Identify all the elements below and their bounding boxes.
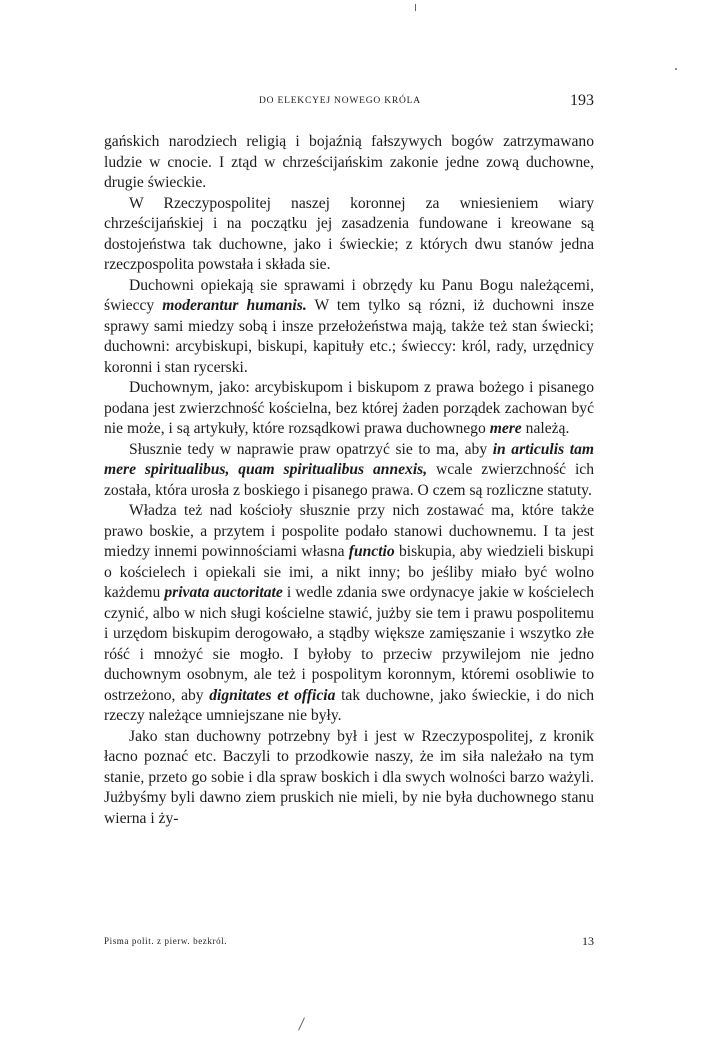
paragraph-text: Słusznie tedy w naprawie praw opatrzyć sie to ma, aby (129, 440, 488, 458)
latin-phrase: in articulis tam mere spiritualibus, quam spiritualibus annexis, (104, 440, 595, 478)
paragraph-text: tak duchowne, jako świeckie, i do nich rzeczy należące umniejszane nie były. (104, 686, 594, 724)
latin-phrase: moderantur humanis. (162, 297, 307, 314)
latin-phrase: dignitates et officia (209, 686, 336, 704)
printer-signature: Pisma polit. z pierw. bezkról. (104, 936, 228, 946)
paragraph (104, 440, 594, 502)
latin-phrase: mere (489, 420, 522, 437)
paragraph-text: gańskich narodziech religią i bojaźnią fałszywych bogów zatrzymawano ludzie w cnocie. I ztąd w chrześcijańskim zakonie jedne zową duchowne, drugie świeckie. (104, 133, 594, 191)
latin-phrase: functio (348, 543, 395, 560)
paragraph-text: Duchowni opiekają sie sprawami i obrzędy ku Panu Bogu należącemi, świeccy (104, 276, 594, 314)
paragraph-text: Jako stan duchowny potrzebny był i jest w Rzeczypospolitej, z kronik łacno poznać etc. Baczyli to przodkowie naszy, że im siła należało na tym stanie, przeto go sobie i dla spraw boskich i dla swych wolności barzo ważyli. Jużbyśmy byli dawno ziem pruskich nie mieli, by nie była duchownego stanu wierna i ży- (104, 727, 594, 827)
running-head: DO ELEKCYEJ NOWEGO KRÓLA (259, 96, 421, 106)
paragraph-text: W tem tylko są rózni, iż duchowni insze sprawy sami miedzy sobą i insze przełożeństwa mają, także też stan świecki; duchowni: arcybiskupi, biskupi, kapituły etc.; świeccy: król, rady, urzędnicy koronni i stan rycerski. (104, 297, 594, 376)
paragraph-text: W Rzeczypospolitej naszej koronnej za wniesieniem wiary chrześcijańskiej i na początku jej zasadzenia fundowane i kreowane są dostojeństwa tak duchowne, jako i świeckie; z których dwu stanów jedna rzeczpospolita powstała i składa sie. (104, 194, 594, 273)
paragraph (104, 276, 594, 379)
paragraph (104, 194, 594, 276)
paragraph-text: wcale zwierzchność ich została, która urosła z boskiego i pisanego prawa. O czem są rozliczne statuty. (104, 461, 595, 499)
paragraph (104, 727, 594, 830)
scan-mark-top (415, 4, 416, 11)
paragraph (104, 501, 594, 727)
paragraph-text: i wedle zdania swe ordynacye jakie w kościelech czynić, albo w nich sługi kościelne stawić, jużby sie tem i prawu pospolitemu i urzędom biskupim derogowało, a stądby większe zamięszanie i wszytko złe róść i mnożyć sie mogło. I byłoby to przeciw przywilejom nie jedno duchownym osobnym, ale też i pospolitym koronnym, któremi osobliwie to ostrzeżono, aby (104, 584, 595, 704)
page-number: 193 (570, 92, 594, 109)
paragraph-text: biskupia, aby wiedzieli biskupi o kościelech i opiekali sie imi, a nikt inny; bo jeśliby miało być wolno każdemu (104, 543, 594, 601)
paragraph-continued (104, 132, 594, 194)
signature-number: 13 (582, 934, 594, 948)
paragraph-text: należą. (525, 420, 570, 437)
scan-mark-dot (675, 68, 677, 70)
body-text (104, 132, 594, 829)
page-header (104, 92, 594, 114)
paragraph-text: Duchownym, jako: arcybiskupom i biskupom z prawa bożego i pisanego podana jest zwierzchność kościelna, bez której żaden porządek zachowan być nie może, i są artykuły, które rozsądkowi prawa duchownego (104, 379, 594, 437)
page-footer (104, 934, 594, 950)
latin-phrase: privata auctoritate (164, 584, 283, 601)
paragraph (104, 378, 594, 440)
scan-mark-bottom (298, 1017, 305, 1030)
paragraph-text: Władza też nad kościoły słusznie przy nich zostawać ma, które także prawo boskie, a przytem i pospolite podało stanowi duchownemu. I ta jest miedzy innemi powinnościami własna (104, 502, 594, 560)
